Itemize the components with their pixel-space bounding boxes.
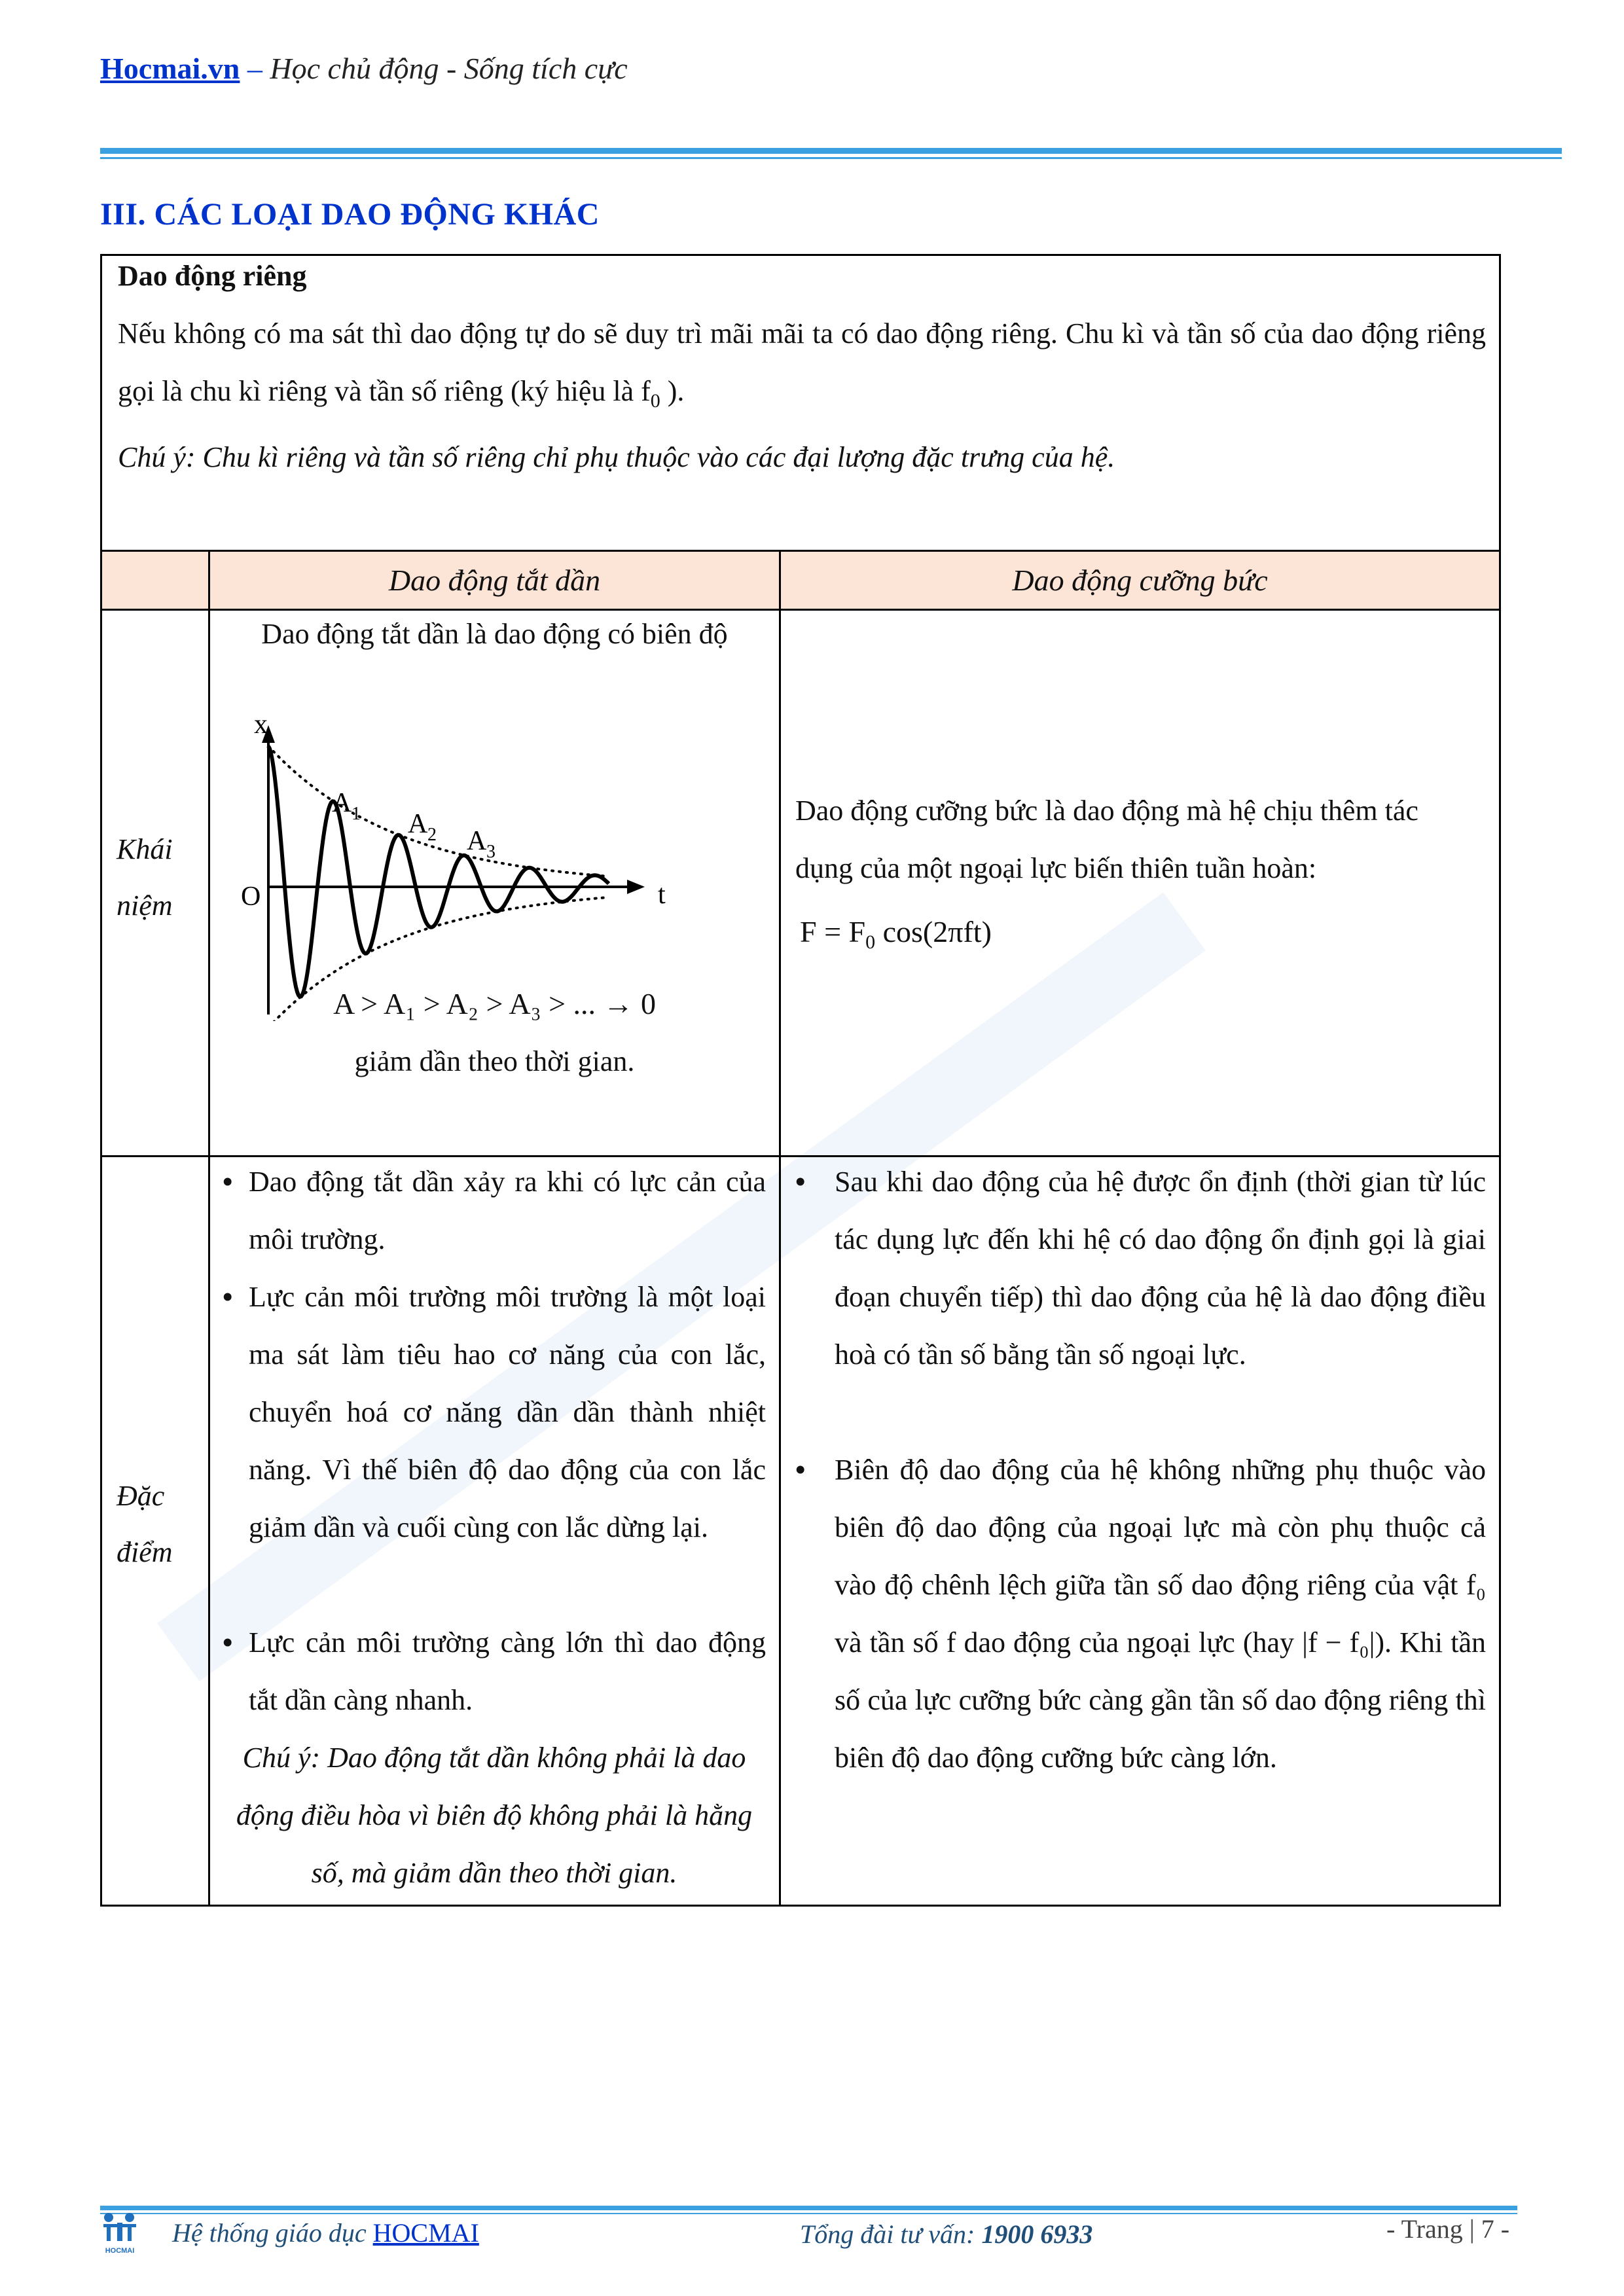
header-slogan: Học chủ động - Sống tích cực [270, 52, 628, 85]
axis-t-label: t [658, 880, 666, 910]
col-header-cuong-buc: Dao động cưỡng bức [1012, 564, 1268, 597]
frame-bottom [100, 1905, 1501, 1907]
col-header-tat-dan: Dao động tắt dần [388, 564, 601, 597]
col-line-1 [208, 550, 210, 1907]
tat-dan-feature-1 [223, 1153, 766, 1268]
force-formula [800, 903, 992, 971]
tat-dan-feature-1-text: Dao động tắt dần xảy ra khi có lực cản của môi trường. [249, 1166, 766, 1255]
site-link[interactable]: Hocmai.vn [100, 52, 240, 85]
tat-dan-concept-top: Dao động tắt dần là dao động có biên độ [261, 618, 728, 650]
logo-icon [98, 2210, 141, 2251]
t-axis-arrow [627, 880, 645, 894]
amp-sub-1: 1 [352, 804, 361, 824]
cuong-buc-feature-2 [795, 1441, 1486, 1787]
cuong-buc-feature-1-text: Sau khi dao động của hệ được ổn định (thời gian từ lúc tác dụng lực đến khi hệ có dao động ổn định gọi là giai đoạn chuyển tiếp) thì dao động của hệ là dao động điều hoà có tần số bằng tần số ngoại lực. [835, 1166, 1486, 1371]
tat-dan-feature-2 [223, 1268, 766, 1556]
frame-left [100, 254, 102, 1907]
dao-dong-rieng-note: Chú ý: Chu kì riêng và tần số riêng chỉ phụ thuộc vào các đại lượng đặc trưng của hệ. [118, 441, 1115, 473]
cuong-buc-feature-1 [795, 1153, 1486, 1384]
amp-sub-3: 3 [486, 842, 496, 862]
amplitude-inequality: A > A₁ > A₂ > A₃ > ... → 0 [333, 987, 657, 1020]
footer-hotline-number: 1900 6933 [981, 2219, 1093, 2249]
tat-dan-note: Chú ý: Dao động tắt dần không phải là dao động điều hòa vì biên độ không phải là hằng số, mà giảm dần theo thời gian. [236, 1742, 753, 1889]
footer-hotline-label: Tổng đài tư vấn: [800, 2219, 982, 2249]
col-line-2 [779, 550, 781, 1907]
tat-dan-feature-3 [223, 1614, 766, 1729]
row-label-dac-diem [117, 1468, 173, 1581]
frame-top [100, 254, 1501, 256]
footer-rule-thick [100, 2206, 1517, 2210]
footer-hotline [800, 2219, 1092, 2250]
dao-dong-rieng-paragraph [118, 305, 1486, 430]
footer-rule-thin [100, 2213, 1517, 2214]
header-separator: – [240, 52, 270, 85]
tat-dan-concept-bottom: giảm dần theo thời gian. [354, 1045, 635, 1077]
tat-dan-feature-3-text: Lực cản môi trường càng lớn thì dao động tắt dần càng nhanh. [249, 1626, 766, 1716]
section-title: III. CÁC LOẠI DAO ĐỘNG KHÁC [100, 197, 600, 232]
row-label-khai-niem-2: niệm [117, 889, 173, 922]
hocmai-logo [98, 2210, 141, 2255]
row-label-khai-niem-1: Khái [117, 833, 173, 865]
dao-dong-rieng-title: Dao động riêng [118, 260, 307, 292]
footer-left [172, 2217, 479, 2248]
footer-hocmai-link[interactable]: HOCMAI [372, 2218, 479, 2248]
formula-rhs: cos(2πft) [875, 915, 992, 948]
bullet: • [223, 1166, 233, 1198]
amp-label-2: A [408, 809, 428, 839]
bullet: • [795, 1454, 806, 1486]
origin-label: O [241, 882, 261, 912]
amp-label-3: A [467, 826, 487, 856]
row-label-dac-diem-2: điểm [117, 1536, 173, 1568]
page-header [100, 51, 628, 86]
header-rule-thin [100, 157, 1562, 159]
tat-dan-feature-2-text: Lực cản môi trường môi trường là một loại ma sát làm tiêu hao cơ năng của con lắc, chuyển hoá cơ năng dần dần thành nhiệt năng. Vì thế biên độ dao động của con lắc giảm dần và cuối cùng con lắc dừng lại. [249, 1281, 766, 1543]
header-rule-thick [100, 148, 1562, 154]
amp-sub-2: 2 [427, 825, 437, 845]
dao-dong-rieng-text: Nếu không có ma sát thì dao động tự do sẽ duy trì mãi mãi ta có dao động riêng. Chu kì và tần số của dao động riêng gọi là chu kì riêng và tần số riêng (ký hiệu là f [118, 317, 1486, 407]
formula-sub: 0 [865, 931, 876, 954]
damped-oscillation-graph [223, 707, 681, 1021]
row-label-dac-diem-1: Đặc [117, 1480, 165, 1512]
bullet: • [795, 1166, 806, 1198]
amp-label-1: A [332, 788, 352, 818]
cuong-buc-concept: Dao động cưỡng bức là dao động mà hệ chịu thêm tác dụng của một ngoại lực biến thiên tuần hoàn: [795, 795, 1418, 884]
row-label-khai-niem [117, 821, 173, 934]
footer-left-text: Hệ thống giáo dục [172, 2218, 373, 2248]
bullet: • [223, 1281, 233, 1313]
page-number: - Trang | 7 - [1386, 2214, 1510, 2244]
frame-right [1499, 254, 1501, 1907]
logo-text: HOCMAI [105, 2247, 135, 2255]
axis-x-label: x [254, 709, 268, 740]
bullet: • [223, 1626, 233, 1659]
formula-lhs: F = F [800, 915, 866, 948]
damped-curve [268, 746, 609, 997]
symbol-subscript: 0 [650, 389, 660, 412]
dao-dong-rieng-end: ). [660, 375, 685, 407]
cuong-buc-feature-2-text: Biên độ dao động của hệ không những phụ thuộc vào biên độ dao động của ngoại lực mà còn phụ thuộc cả vào độ chênh lệch giữa tần số dao động riêng của vật f₀ và tần số f dao động của ngoại lực (hay |f − f₀|). Khi tần số của lực cưỡng bức càng gần tần số dao động riêng thì biên độ dao động cưỡng bức càng lớn. [835, 1454, 1486, 1774]
